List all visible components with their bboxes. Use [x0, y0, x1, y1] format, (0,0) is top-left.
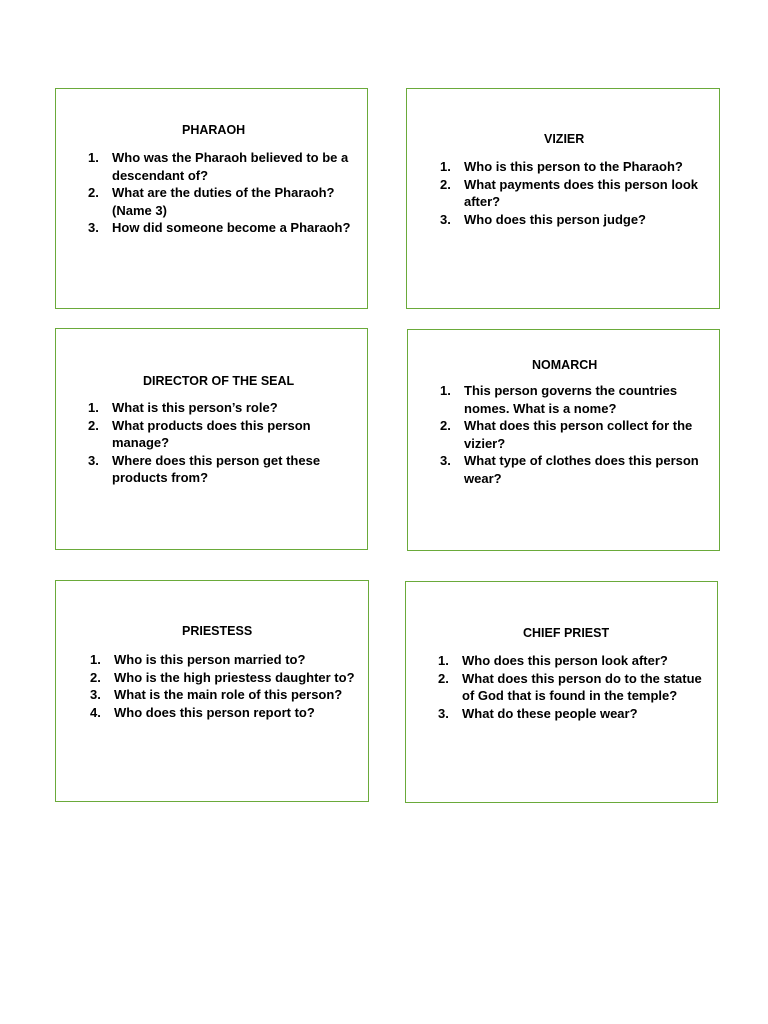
card-chief-priest — [405, 581, 718, 803]
question-number: 2. — [88, 417, 99, 433]
card-director-of-the-seal — [55, 328, 368, 550]
question-item — [440, 452, 716, 487]
question-number: 1. — [440, 383, 451, 398]
question-text: What payments does this person look after? — [464, 176, 699, 210]
card-pharaoh — [55, 88, 368, 309]
question-number: 3. — [88, 452, 99, 468]
question-item — [88, 399, 364, 417]
question-text: What are the duties of the Pharaoh? (Name 3) — [112, 185, 335, 218]
card-priestess — [55, 580, 369, 802]
question-number: 1. — [88, 400, 99, 415]
question-list — [88, 149, 358, 237]
question-item — [440, 382, 716, 417]
question-text: How did someone become a Pharaoh? — [112, 220, 351, 236]
question-item — [90, 704, 366, 722]
question-item — [90, 651, 366, 669]
question-text: Who does this person look after? — [462, 653, 668, 668]
question-text: Who does this person report to? — [114, 704, 315, 720]
question-list — [440, 158, 710, 228]
question-item — [438, 705, 714, 723]
question-item — [438, 652, 714, 670]
question-item — [440, 176, 710, 211]
question-number: 4. — [90, 704, 101, 720]
question-text: This person governs the countries nomes. What is a nome? — [464, 383, 678, 416]
question-number: 2. — [440, 418, 451, 434]
card-title: PRIESTESS — [182, 624, 253, 638]
question-number: 3. — [90, 687, 101, 703]
question-number: 2. — [438, 670, 449, 686]
question-item — [88, 219, 358, 237]
question-text: Who is the high priestess daughter to? — [114, 669, 355, 685]
question-item — [88, 417, 364, 452]
question-list — [438, 652, 714, 722]
question-item — [90, 669, 366, 687]
question-item — [440, 417, 716, 452]
question-number: 3. — [88, 220, 99, 236]
card-nomarch — [407, 329, 720, 551]
question-text: What does this person do to the statue of God that is found in the temple? — [462, 670, 702, 704]
question-item — [88, 184, 358, 219]
question-item — [88, 149, 358, 184]
question-list — [440, 382, 716, 488]
card-title: DIRECTOR OF THE SEAL — [143, 374, 295, 388]
question-list — [90, 651, 366, 721]
question-number: 3. — [438, 705, 449, 721]
question-number: 2. — [90, 669, 101, 685]
question-text: Who was the Pharaoh believed to be a descendant of? — [112, 150, 349, 183]
question-list — [88, 399, 364, 487]
question-number: 3. — [440, 453, 451, 469]
question-item — [440, 158, 710, 176]
question-text: What is this person’s role? — [112, 400, 278, 415]
question-item — [440, 211, 710, 229]
question-item — [438, 670, 714, 705]
question-number: 3. — [440, 211, 451, 227]
question-number: 2. — [88, 185, 99, 201]
question-text: What do these people wear? — [462, 705, 638, 721]
question-item — [88, 452, 364, 487]
question-text: Where does this person get these products from? — [112, 452, 321, 486]
question-number: 1. — [440, 159, 451, 174]
card-title: VIZIER — [544, 132, 585, 146]
question-text: What is the main role of this person? — [114, 687, 343, 703]
question-text: Who is this person married to? — [114, 652, 306, 667]
question-item — [90, 686, 366, 704]
card-title: CHIEF PRIEST — [523, 626, 610, 640]
question-text: What does this person collect for the vizier? — [464, 418, 693, 451]
question-text: Who does this person judge? — [464, 211, 646, 227]
question-text: What type of clothes does this person wear? — [464, 453, 699, 486]
question-number: 1. — [90, 652, 101, 667]
question-number: 1. — [88, 150, 99, 165]
card-title: NOMARCH — [532, 358, 598, 372]
question-text: Who is this person to the Pharaoh? — [464, 159, 683, 174]
card-vizier — [406, 88, 720, 309]
question-text: What products does this person manage? — [112, 417, 311, 451]
question-number: 2. — [440, 176, 451, 192]
question-number: 1. — [438, 653, 449, 668]
card-title: PHARAOH — [182, 123, 246, 137]
